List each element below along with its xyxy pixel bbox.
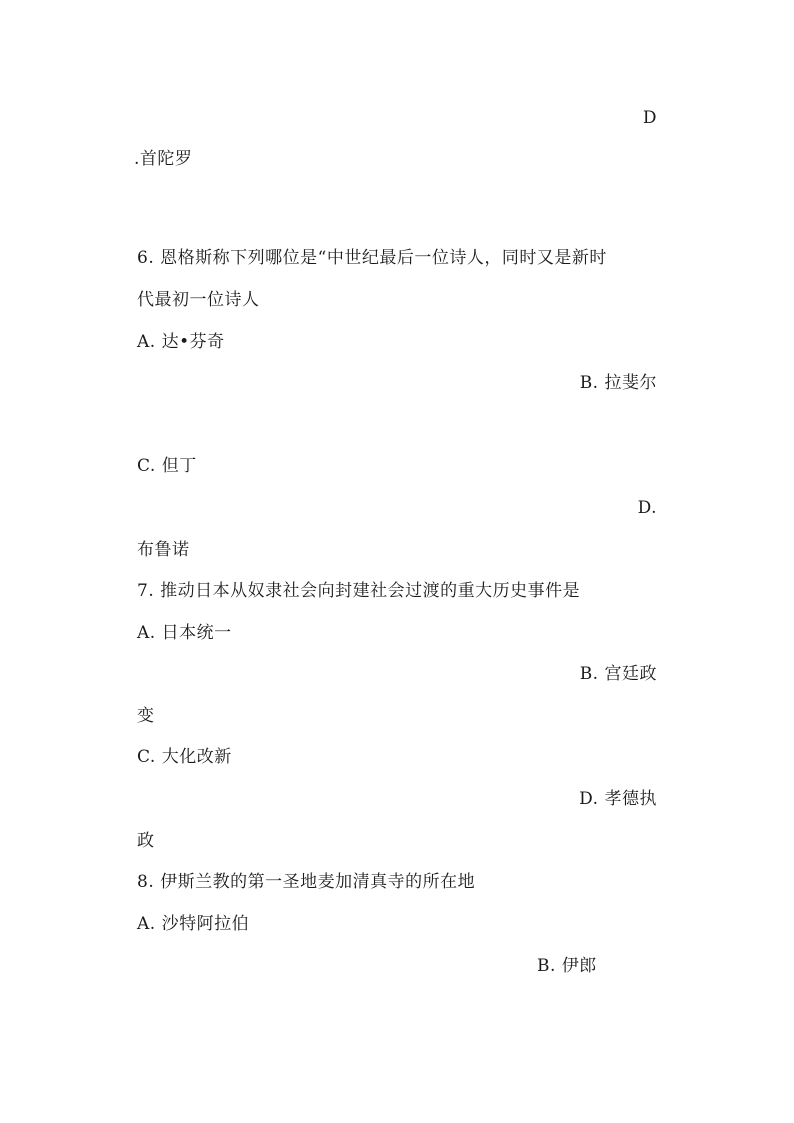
question-6-option-b: B. 拉斐尔 — [579, 373, 657, 393]
question-8-stem: 8. 伊斯兰教的第一圣地麦加清真寺的所在地 — [137, 872, 476, 892]
question-6-option-d-text: 布鲁诺 — [137, 540, 190, 560]
question-7-option-d-line-2: 政 — [137, 831, 155, 851]
question-7-option-b-line-1: B. 宫廷政 — [579, 664, 657, 684]
question-7-option-b-line-2: 变 — [137, 706, 155, 726]
question-8-option-b: B. 伊郎 — [537, 956, 597, 976]
question-7-option-d-line-1: D. 孝德执 — [579, 789, 657, 809]
question-6-option-c: C. 但丁 — [137, 456, 197, 476]
question-7-option-a: A. 日本统一 — [137, 623, 232, 643]
question-6-option-d-label: D. — [637, 498, 657, 518]
question-8-option-a: A. 沙特阿拉伯 — [137, 914, 250, 934]
question-7-stem: 7. 推动日本从奴隶社会向封建社会过渡的重大历史事件是 — [137, 581, 581, 601]
question-6-stem-line-1: 6. 恩格斯称下列哪位是“中世纪最后一位诗人，同时又是新时 — [137, 248, 607, 268]
question-6-stem-line-2: 代最初一位诗人 — [137, 290, 260, 310]
question-6-option-a: A. 达•芬奇 — [137, 332, 225, 352]
option-d-text: .首陀罗 — [134, 149, 193, 169]
option-d-label: D — [642, 108, 657, 128]
question-7-option-c: C. 大化改新 — [137, 747, 232, 767]
